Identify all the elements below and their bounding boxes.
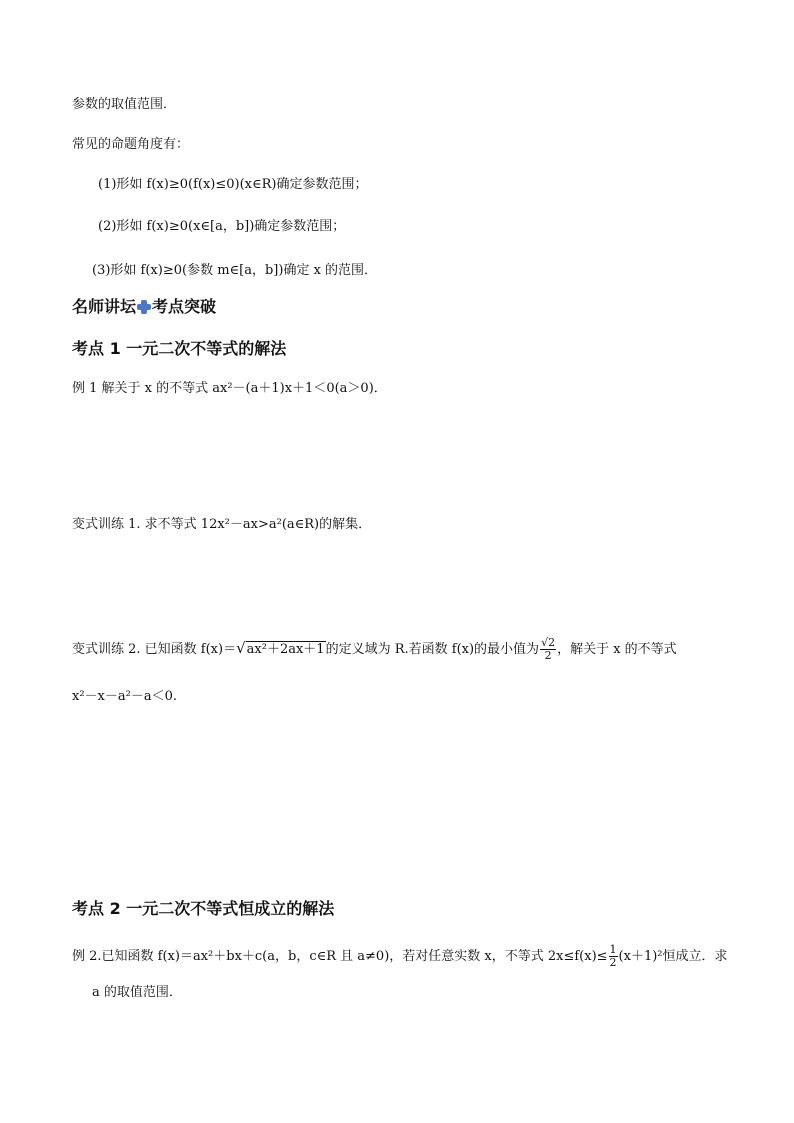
variant-2-text-b: 的定义域为 R.若函数 f(x)的最小值为	[325, 642, 540, 657]
text-line-2: 常见的命题角度有：	[72, 137, 190, 152]
angle-item-3: (3)形如 f(x)≥0(参数 m∈[a，b])确定 x 的范围．	[92, 263, 378, 278]
sqrt-radicand: ax²＋2ax＋1	[246, 642, 325, 657]
variant-2-text-a: 变式训练 2. 已知函数 f(x)＝	[72, 642, 237, 657]
banner-right: 考点突破	[152, 297, 217, 316]
banner-left: 名师讲坛	[72, 297, 137, 316]
variant-2-text-c: ，解关于 x 的不等式	[557, 642, 677, 657]
sqrt-sign: √	[236, 639, 246, 657]
fraction-denominator: 2	[609, 956, 617, 969]
example-2-text-a: 例 2.已知函数 f(x)＝ax²＋bx＋c(a，b，c∈R 且 a≠0)，若对任意实数 x，不等式 2x≤f(x)≤	[72, 949, 608, 964]
example-1: 例 1 解关于 x 的不等式 ax²－(a＋1)x＋1＜0(a＞0)．	[72, 381, 387, 396]
text-line-1: 参数的取值范围．	[72, 97, 177, 112]
fraction-denominator: 2	[544, 649, 552, 662]
fraction-numerator: 1	[609, 943, 617, 956]
half-fraction	[609, 944, 618, 969]
topic-1-heading: 考点 1 一元二次不等式的解法	[72, 339, 287, 358]
variant-training-2	[72, 636, 677, 662]
section-banner	[72, 296, 216, 318]
example-2-text-b: (x＋1)²恒成立．求	[618, 949, 728, 964]
example-2-line-2: a 的取值范围．	[92, 985, 182, 1000]
min-value-fraction	[540, 637, 556, 662]
blue-cross-icon	[137, 300, 151, 314]
fraction-numerator: √2	[541, 636, 556, 649]
variant-training-1: 变式训练 1. 求不等式 12x²－ax>a²(a∈R)的解集．	[72, 517, 372, 532]
angle-item-1: (1)形如 f(x)≥0(f(x)≤0)(x∈R)确定参数范围；	[98, 177, 368, 192]
example-2	[72, 944, 728, 969]
topic-2-heading: 考点 2 一元二次不等式恒成立的解法	[72, 899, 335, 918]
variant-training-2-line-2: x²－x－a²－a＜0.	[72, 689, 177, 704]
angle-item-2: (2)形如 f(x)≥0(x∈[a，b])确定参数范围；	[98, 219, 346, 234]
